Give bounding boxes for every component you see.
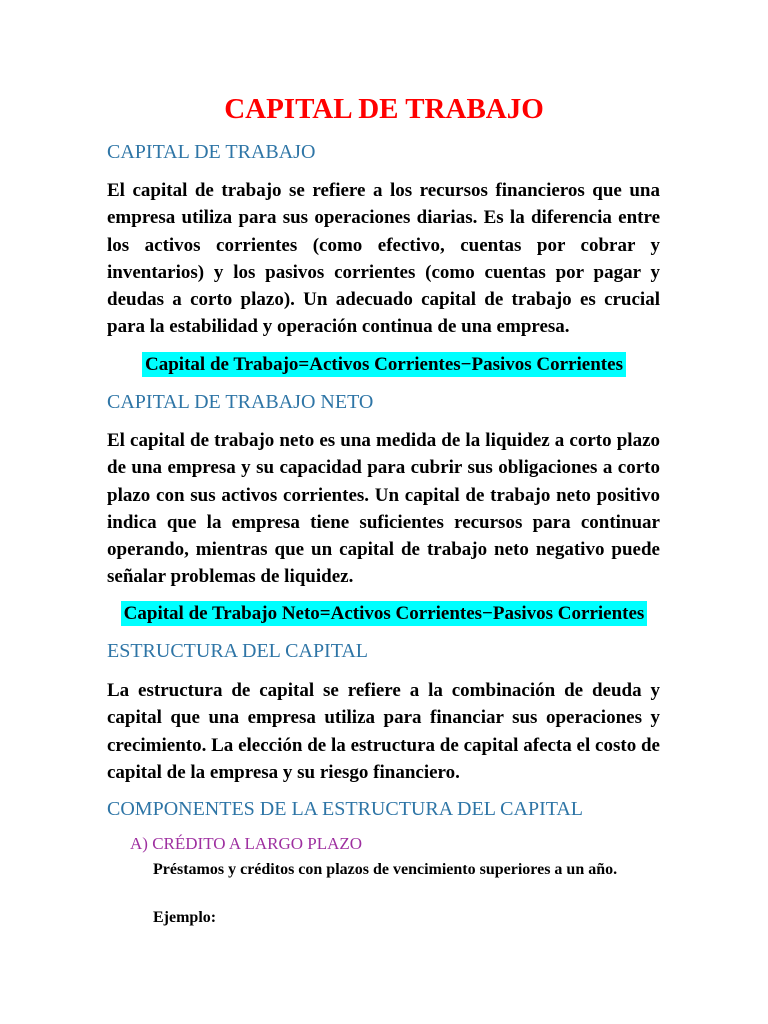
section-body-capital-de-trabajo: El capital de trabajo se refiere a los recursos financieros que una empresa utiliza para sus operaciones diarias. Es la diferencia entre los activos corrientes (como efectivo, cuentas por cobrar y inventarios) y los pasivos corrientes (como cuentas por pagar y deudas a corto plazo). Un adecuado capital de trabajo es crucial para la estabilidad y operación continua de una empresa. xyxy=(107,180,660,338)
example-label: Ejemplo: xyxy=(153,909,217,926)
section-body-capital-de-trabajo-neto: El capital de trabajo neto es una medida de la liquidez a corto plazo de una empresa y su capacidad para cubrir sus obligaciones a corto plazo con sus activos corrientes. Un capital de trabajo neto positivo indica que la empresa tiene suficientes recursos para continuar operando, mientras que un capital de trabajo neto negativo puede señalar problemas de liquidez. xyxy=(107,430,660,588)
subsection-heading-credito-largo-plazo: A) CRÉDITO A LARGO PLAZO xyxy=(130,834,363,853)
section-heading-componentes: COMPONENTES DE LA ESTRUCTURA DEL CAPITAL xyxy=(107,798,584,820)
document-title: CAPITAL DE TRABAJO xyxy=(224,93,544,125)
section-heading-capital-de-trabajo-neto: CAPITAL DE TRABAJO NETO xyxy=(107,391,374,413)
section-body-estructura-del-capital: La estructura de capital se refiere a la combinación de deuda y capital que una empresa utiliza para financiar sus operaciones y crecimiento. La elección de la estructura de capital afecta el costo de capital de la empresa y su riesgo financiero. xyxy=(107,680,660,783)
formula-capital-de-trabajo-neto: Capital de Trabajo Neto=Activos Corrientes−Pasivos Corrientes xyxy=(121,601,648,626)
formula-row-capital-de-trabajo xyxy=(0,352,768,377)
subsection-body-credito-largo-plazo: Préstamos y créditos con plazos de vencimiento superiores a un año. xyxy=(153,861,618,878)
section-heading-estructura-del-capital: ESTRUCTURA DEL CAPITAL xyxy=(107,640,368,662)
formula-capital-de-trabajo: Capital de Trabajo=Activos Corrientes−Pasivos Corrientes xyxy=(142,352,626,377)
section-heading-capital-de-trabajo: CAPITAL DE TRABAJO xyxy=(107,141,316,163)
formula-row-capital-de-trabajo-neto xyxy=(0,601,768,626)
